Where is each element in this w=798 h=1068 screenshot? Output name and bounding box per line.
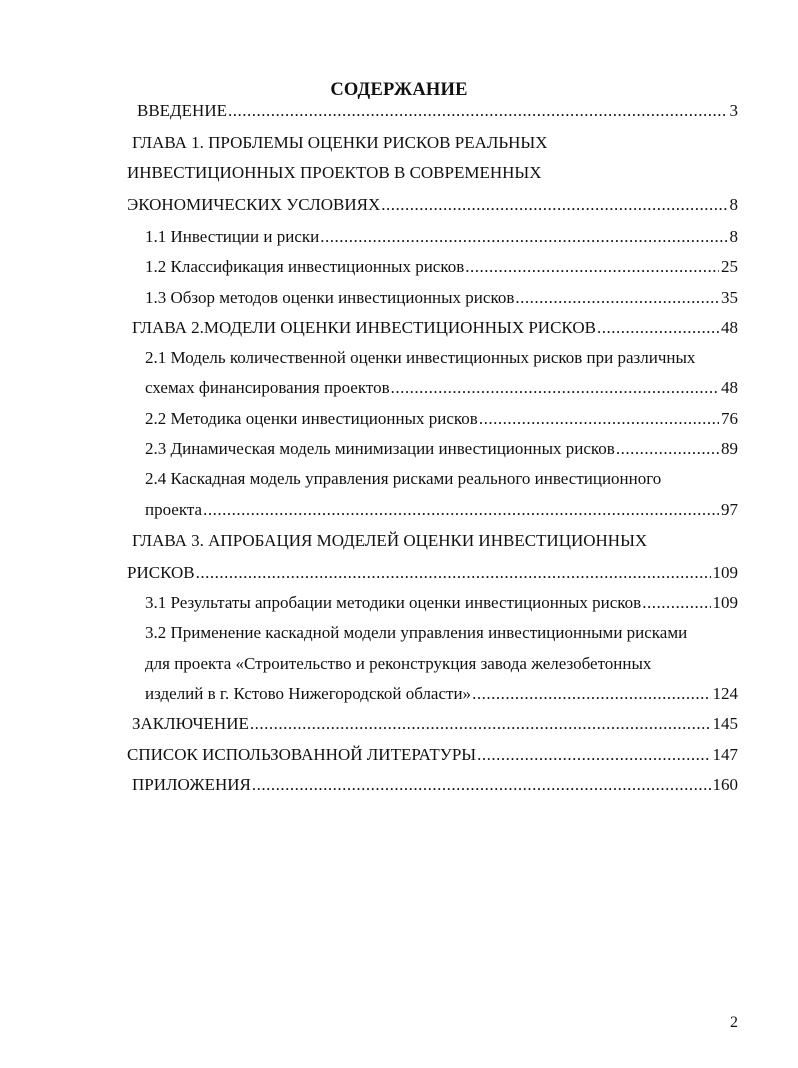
toc-entry-text: ГЛАВА 2.МОДЕЛИ ОЦЕНКИ ИНВЕСТИЦИОННЫХ РИСКОВ xyxy=(132,318,596,337)
toc-entry-chapter-3-line-2[interactable] xyxy=(127,562,738,584)
toc-entry-references[interactable] xyxy=(127,744,738,766)
toc-entry-text: 1.1 Инвестиции и риски xyxy=(145,227,320,246)
page-number: 2 xyxy=(730,1014,738,1031)
toc-entry-section-1-3[interactable] xyxy=(145,287,738,309)
toc-entry-introduction[interactable] xyxy=(137,100,738,122)
dot-leader xyxy=(472,683,710,705)
dot-leader xyxy=(203,499,719,521)
toc-entry-text: ГЛАВА 3. АПРОБАЦИЯ МОДЕЛЕЙ ОЦЕНКИ ИНВЕСТИЦИОННЫХ xyxy=(132,531,648,550)
toc-entry-text: 2.3 Динамическая модель минимизации инвестиционных рисков xyxy=(145,439,615,458)
toc-entry-section-2-3[interactable] xyxy=(145,438,738,460)
toc-entry-text: 2.4 Каскадная модель управления рисками реального инвестиционного xyxy=(145,469,662,488)
toc-entry-section-3-2-line-2[interactable] xyxy=(145,653,651,675)
toc-page-number: 48 xyxy=(721,318,738,337)
toc-entry-text: изделий в г. Кстово Нижегородской области» xyxy=(145,684,472,703)
toc-entry-text: ГЛАВА 1. ПРОБЛЕМЫ ОЦЕНКИ РИСКОВ РЕАЛЬНЫХ xyxy=(132,133,548,152)
dot-leader xyxy=(391,377,719,399)
toc-page-number: 25 xyxy=(721,257,738,276)
toc-entry-chapter-3-line-1[interactable] xyxy=(132,530,647,552)
toc-entry-text: ЭКОНОМИЧЕСКИХ УСЛОВИЯХ xyxy=(127,195,381,214)
toc-entry-section-1-1[interactable] xyxy=(145,226,738,248)
toc-entry-section-3-2-line-1[interactable] xyxy=(145,622,687,644)
dot-leader xyxy=(252,774,711,796)
toc-page-number: 48 xyxy=(721,378,738,397)
toc-entry-text: ИНВЕСТИЦИОННЫХ ПРОЕКТОВ В СОВРЕМЕННЫХ xyxy=(127,163,542,182)
dot-leader xyxy=(642,592,710,614)
toc-entry-text: 3.2 Применение каскадной модели управления инвестиционными рисками xyxy=(145,623,688,642)
toc-entry-conclusion[interactable] xyxy=(132,713,738,735)
toc-entry-section-2-1-line-2[interactable] xyxy=(145,377,738,399)
toc-entry-chapter-2[interactable] xyxy=(132,317,738,339)
toc-entry-section-2-4-line-2[interactable] xyxy=(145,499,738,521)
toc-entry-text: ЗАКЛЮЧЕНИЕ xyxy=(132,714,249,733)
toc-entry-section-3-1[interactable] xyxy=(145,592,738,614)
toc-entry-section-2-2[interactable] xyxy=(145,408,738,430)
toc-entry-text: для проекта «Строительство и реконструкция завода железобетонных xyxy=(145,654,652,673)
toc-page-number: 3 xyxy=(729,101,738,120)
toc-entry-text: 2.1 Модель количественной оценки инвестиционных рисков при различных xyxy=(145,348,696,367)
toc-entry-text: РИСКОВ xyxy=(127,563,195,582)
dot-leader xyxy=(477,744,710,766)
toc-entry-text: СПИСОК ИСПОЛЬЗОВАННОЙ ЛИТЕРАТУРЫ xyxy=(127,745,477,764)
toc-entry-chapter-1-line-1[interactable] xyxy=(132,132,548,154)
toc-entry-section-1-2[interactable] xyxy=(145,256,738,278)
toc-page-number: 147 xyxy=(712,745,738,764)
toc-entry-section-2-4-line-1[interactable] xyxy=(145,468,661,490)
dot-leader xyxy=(250,713,711,735)
toc-entry-text: 1.2 Классификация инвестиционных рисков xyxy=(145,257,465,276)
toc-page-number: 97 xyxy=(721,500,738,519)
toc-page-number: 124 xyxy=(712,684,738,703)
toc-page-number: 109 xyxy=(712,593,738,612)
toc-entry-section-3-2-line-3[interactable] xyxy=(145,683,738,705)
toc-page-number: 76 xyxy=(721,409,738,428)
toc-entry-text: ВВЕДЕНИЕ xyxy=(137,101,227,120)
toc-entry-text: 1.3 Обзор методов оценки инвестиционных рисков xyxy=(145,288,515,307)
toc-entry-text: проекта xyxy=(145,500,203,519)
dot-leader xyxy=(616,438,719,460)
toc-entry-text: схемах финансирования проектов xyxy=(145,378,390,397)
toc-entry-chapter-1-line-2[interactable] xyxy=(127,162,542,184)
toc-entry-chapter-1-line-3[interactable] xyxy=(127,194,738,216)
toc-page-number: 89 xyxy=(721,439,738,458)
page-title: СОДЕРЖАНИЕ xyxy=(330,80,468,100)
dot-leader xyxy=(196,562,711,584)
toc-entry-section-2-1-line-1[interactable] xyxy=(145,347,695,369)
toc-page-number: 35 xyxy=(721,288,738,307)
dot-leader xyxy=(320,226,727,248)
toc-page-number: 8 xyxy=(729,227,738,246)
dot-leader xyxy=(465,256,719,278)
toc-entry-text: ПРИЛОЖЕНИЯ xyxy=(132,775,251,794)
toc-entry-appendices[interactable] xyxy=(132,774,738,796)
dot-leader xyxy=(381,194,727,216)
toc-page-number: 160 xyxy=(712,775,738,794)
toc-entry-text: 2.2 Методика оценки инвестиционных рисков xyxy=(145,409,478,428)
toc-page-number: 145 xyxy=(712,714,738,733)
dot-leader xyxy=(515,287,719,309)
dot-leader xyxy=(228,100,728,122)
dot-leader xyxy=(597,317,719,339)
toc-entry-text: 3.1 Результаты апробации методики оценки инвестиционных рисков xyxy=(145,593,642,612)
toc-page-number: 8 xyxy=(729,195,738,214)
dot-leader xyxy=(479,408,719,430)
toc-page-number: 109 xyxy=(712,563,738,582)
